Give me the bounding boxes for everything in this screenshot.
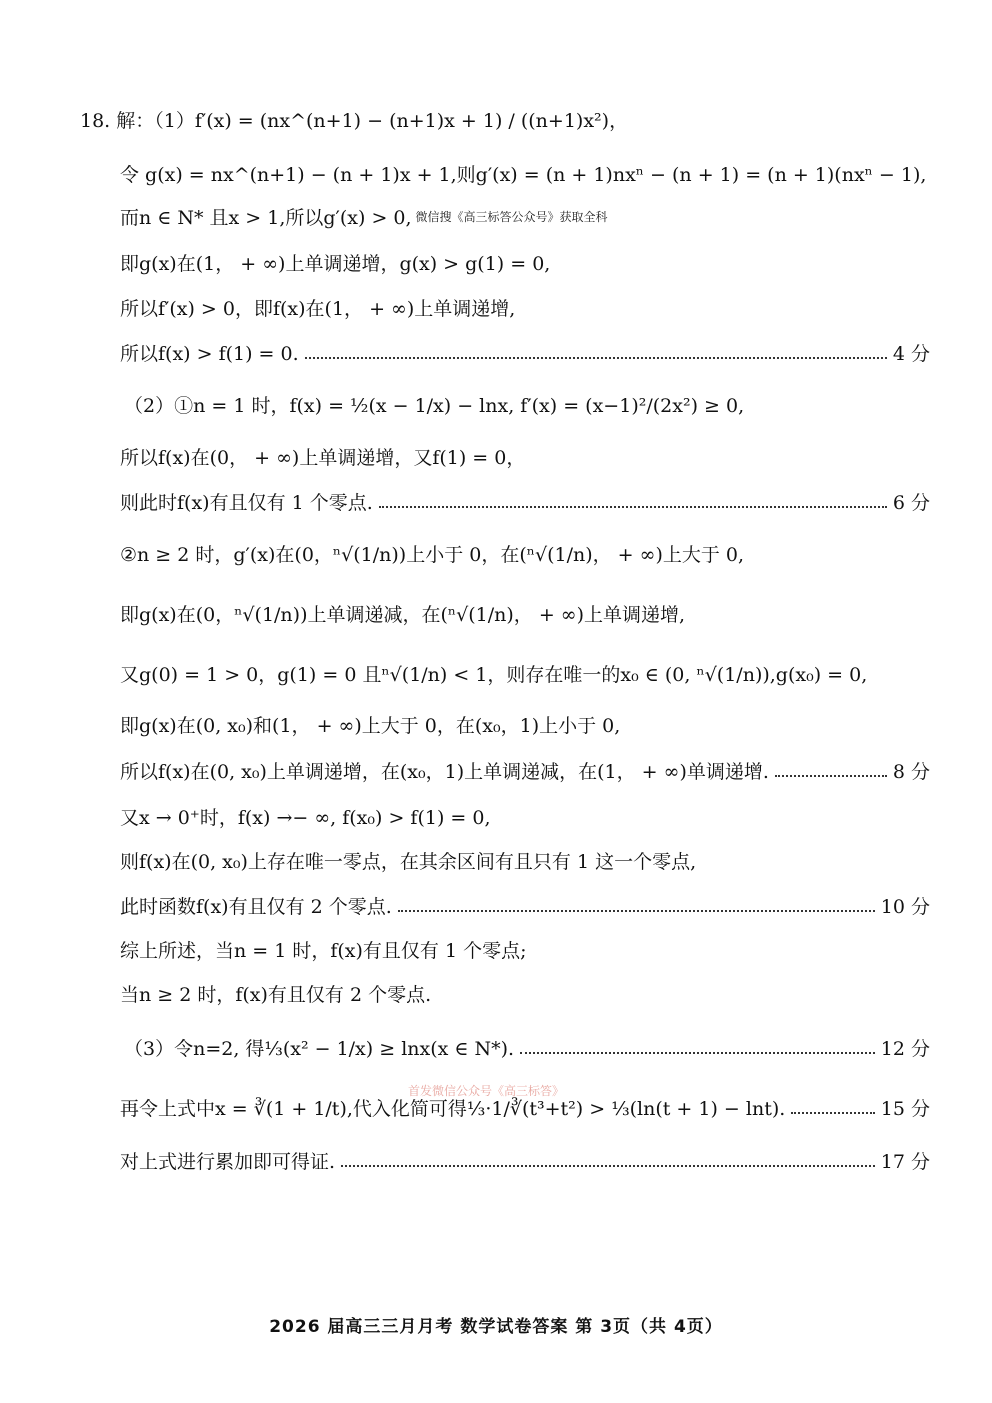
- line-2: [120, 156, 930, 190]
- line-19: [120, 976, 930, 1010]
- line-text: 此时函数f(x)有且仅有 2 个零点.: [120, 895, 392, 918]
- line-text: 18. 解：（1）f′(x) = (nx^(n+1) − (n+1)x + 1) / ((n+1)x²)，: [80, 109, 629, 132]
- line-20: [124, 1030, 930, 1064]
- line-22: [120, 1143, 930, 1177]
- line-text: 所以f(x)在(0, x₀)上单调递增，在(x₀，1)上单调递减，在(1， + ∞)单调递增.: [120, 760, 769, 783]
- line-text: 则此时f(x)有且仅有 1 个零点.: [120, 491, 373, 514]
- line-7: [124, 387, 930, 421]
- score-label: 8 分: [892, 760, 930, 783]
- line-text: 所以f(x) > f(1) = 0.: [120, 342, 299, 365]
- page-footer: 2026 届高三三月月考 数学试卷答案 第 3页（共 4页）: [269, 1317, 723, 1337]
- line-10: [120, 536, 930, 570]
- dot-leader: [341, 1165, 875, 1167]
- line-text: 所以f′(x) > 0，即f(x)在(1， + ∞)上单调递增,: [120, 297, 516, 320]
- wechat-note: 微信搜《高三标答公众号》获取全科: [415, 209, 608, 224]
- line-8: [120, 439, 930, 473]
- line-text: 又x → 0⁺时，f(x) →− ∞, f(x₀) > f(1) = 0,: [120, 806, 491, 829]
- dot-leader: [775, 775, 887, 777]
- line-14: [120, 753, 930, 787]
- line-16: [120, 843, 930, 877]
- line-4: [120, 245, 930, 279]
- line-text: 即g(x)在(0，ⁿ√(1/n))上单调递减，在(ⁿ√(1/n)， + ∞)上单调递增,: [120, 603, 686, 626]
- line-6: [120, 335, 930, 369]
- line-text: 再令上式中x = ∛(1 + 1/t),代入化简可得⅓·1/∛(t³+t²) > ⅓(ln(t + 1) − lnt).: [120, 1097, 786, 1120]
- score-label: 6 分: [892, 491, 930, 514]
- line-text: 当n ≥ 2 时，f(x)有且仅有 2 个零点.: [120, 983, 432, 1006]
- line-text: （2）①n = 1 时，f(x) = ½(x − 1/x) − lnx, f′(x) = (x−1)²/(2x²) ≥ 0,: [124, 394, 745, 417]
- line-9: [120, 484, 930, 518]
- line-text: 而n ∈ N* 且x > 1,所以g′(x) > 0,: [120, 206, 412, 229]
- dot-leader: [398, 910, 875, 912]
- line-text: 所以f(x)在(0， + ∞)上单调递增，又f(1) = 0，: [120, 446, 526, 469]
- line-text: 即g(x)在(0, x₀)和(1， + ∞)上大于 0，在(x₀，1)上小于 0,: [120, 714, 621, 737]
- line-text: 即g(x)在(1， + ∞)上单调递增，g(x) > g(1) = 0,: [120, 252, 551, 275]
- line-18: [120, 932, 930, 966]
- line-1: [80, 102, 930, 136]
- line-text: 综上所述，当n = 1 时，f(x)有且仅有 1 个零点;: [120, 939, 527, 962]
- score-label: 10 分: [880, 895, 930, 918]
- line-17: [120, 888, 930, 922]
- line-text: 又g(0) = 1 > 0，g(1) = 0 且ⁿ√(1/n) < 1，则存在唯一的x₀ ∈ (0, ⁿ√(1/n)),g(x₀) = 0,: [120, 663, 868, 686]
- line-15: [120, 799, 930, 833]
- line-13: [120, 707, 930, 741]
- dot-leader: [379, 506, 887, 508]
- score-label: 4 分: [892, 342, 930, 365]
- line-5: [120, 290, 930, 324]
- line-text: （3）令n=2, 得⅓(x² − 1/x) ≥ lnx(x ∈ N*).: [124, 1037, 515, 1060]
- line-12: [120, 656, 930, 690]
- watermark: 首发微信公众号《高三标答》: [408, 1084, 565, 1098]
- dot-leader: [305, 357, 887, 359]
- line-text: ②n ≥ 2 时，g′(x)在(0，ⁿ√(1/n))上小于 0，在(ⁿ√(1/n)， + ∞)上大于 0,: [120, 543, 745, 566]
- line-11: [120, 596, 930, 630]
- score-label: 15 分: [880, 1097, 930, 1120]
- line-3: [120, 199, 930, 233]
- line-21: [120, 1090, 930, 1124]
- line-text: 令 g(x) = nx^(n+1) − (n + 1)x + 1,则g′(x) = (n + 1)nxⁿ − (n + 1) = (n + 1)(nxⁿ − 1),: [120, 163, 927, 186]
- line-text: 则f(x)在(0, x₀)上存在唯一零点，在其余区间有且只有 1 这一个零点,: [120, 850, 697, 873]
- line-text: 对上式进行累加即可得证.: [120, 1150, 336, 1173]
- score-label: 17 分: [880, 1150, 930, 1173]
- score-label: 12 分: [880, 1037, 930, 1060]
- dot-leader: [520, 1052, 875, 1054]
- dot-leader: [791, 1112, 874, 1114]
